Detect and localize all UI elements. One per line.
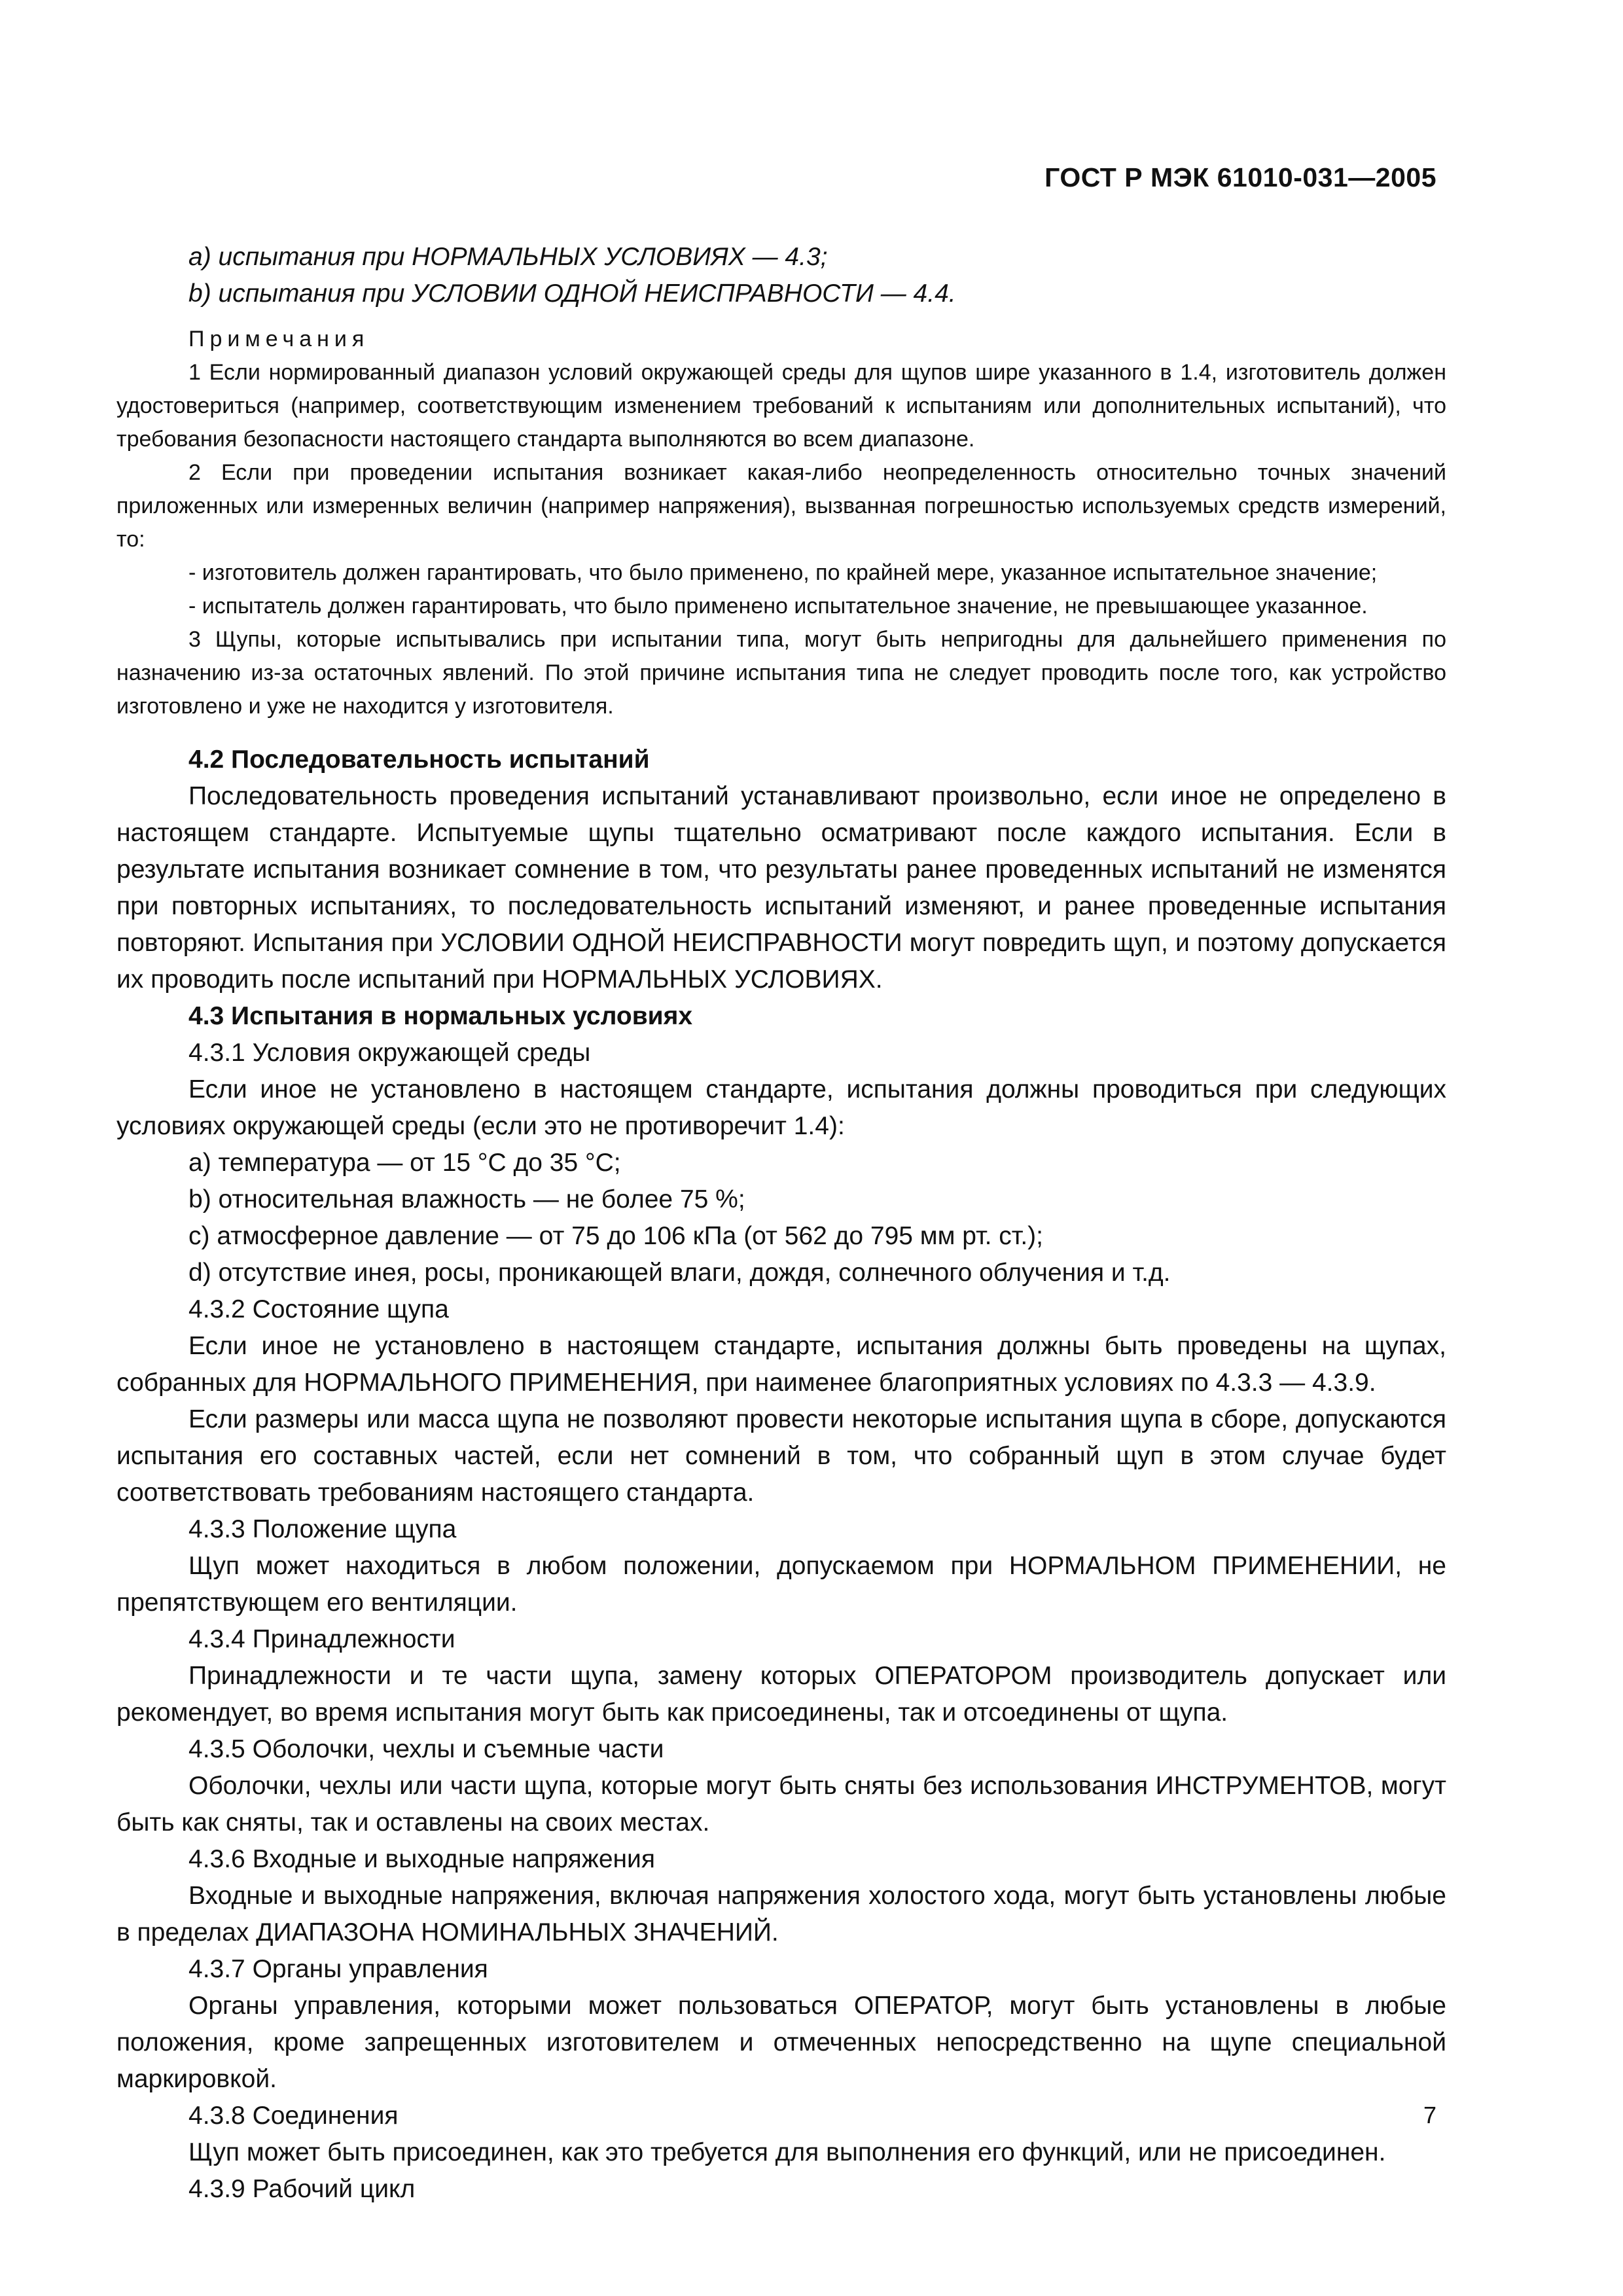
note-item: 2 Если при проведении испытания возникает какая-либо неопределенность относительно точных значений приложенных или измеренных величин (например напряжения), вызванная погрешностью используемых средств измерений, то: bbox=[116, 460, 1446, 552]
paragraph: Последовательность проведения испытаний устанавливают произвольно, если иное не определено в настоящем стандарте. Испытуемые щупы тщательно осматривают после каждого испытания. Если в результате испытания возникает сомнение в том, что результаты ранее проведенных испытаний не изменятся при повторных испытаниях, то последовательность испытаний изменяют, и ранее проведенные испытания повторяют. Испытания при УСЛОВИИ ОДНОЙ НЕИСПРАВНОСТИ могут повредить щуп, и поэтому допускается их проводить после испытаний при НОРМАЛЬНЫХ УСЛОВИЯХ. bbox=[116, 782, 1446, 994]
standard-header: ГОСТ Р МЭК 61010-031—2005 bbox=[1044, 162, 1436, 192]
paragraph: Входные и выходные напряжения, включая напряжения холостого хода, могут быть установлены любые в пределах ДИАПАЗОНА НОМИНАЛЬНЫХ ЗНАЧЕНИЙ. bbox=[116, 1882, 1446, 1946]
condition-item: c) атмосферное давление — от 75 до 106 кПа (от 562 до 795 мм рт. ст.); bbox=[188, 1222, 1044, 1250]
subsection-title: 4.3.1 Условия окружающей среды bbox=[188, 1039, 591, 1067]
note-item: - испытатель должен гарантировать, что было применено испытательное значение, не превышающее указанное. bbox=[188, 594, 1368, 619]
section-4-3 bbox=[116, 998, 1446, 2208]
paragraph: Если иное не установлено в настоящем стандарте, испытания должны проводиться при следующих условиях окружающей среды (если это не противоречит 1.4): bbox=[116, 1075, 1446, 1140]
section-4-2 bbox=[116, 742, 1446, 998]
subsection-title: 4.3.4 Принадлежности bbox=[188, 1625, 455, 1653]
paragraph: Если иное не установлено в настоящем стандарте, испытания должны быть проведены на щупах, собранных для НОРМАЛЬНОГО ПРИМЕНЕНИЯ, при наименее благоприятных условиях по 4.3.3 — 4.3.9. bbox=[116, 1332, 1446, 1397]
notes-title: Примечания bbox=[188, 327, 370, 351]
paragraph: Если размеры или масса щупа не позволяют провести некоторые испытания щупа в сборе, допускаются испытания его составных частей, если нет сомнений в том, что собранный щуп в этом случае будет соответствовать требованиям настоящего стандарта. bbox=[116, 1405, 1446, 1507]
section-heading: 4.3 Испытания в нормальных условиях bbox=[188, 1002, 693, 1030]
condition-item: d) отсутствие инея, росы, проникающей влаги, дождя, солнечного облучения и т.д. bbox=[188, 1259, 1171, 1287]
note-item: 1 Если нормированный диапазон условий окружающей среды для щупов шире указанного в 1.4, изготовитель должен удостовериться (например, соответствующим изменением требований к испытаниям или дополнительных испытаний), что требования безопасности настоящего стандарта выполняются во всем диапазоне. bbox=[116, 360, 1446, 452]
paragraph: Органы управления, которыми может пользоваться ОПЕРАТОР, могут быть установлены в любые положения, кроме запрещенных изготовителем и отмеченных непосредственно на щупе специальной маркировкой. bbox=[116, 1992, 1446, 2093]
list-item: a) испытания при НОРМАЛЬНЫХ УСЛОВИЯХ — 4.3; bbox=[188, 243, 828, 271]
note-item: - изготовитель должен гарантировать, что было применено, по крайней мере, указанное испытательное значение; bbox=[188, 560, 1378, 585]
subsection-title: 4.3.8 Соединения bbox=[188, 2102, 399, 2130]
subsection-title: 4.3.5 Оболочки, чехлы и съемные части bbox=[188, 1735, 664, 1763]
paragraph: Оболочки, чехлы или части щупа, которые могут быть сняты без использования ИНСТРУМЕНТОВ, могут быть как сняты, так и оставлены на своих местах. bbox=[116, 1772, 1446, 1837]
condition-item: a) температура — от 15 °С до 35 °С; bbox=[188, 1149, 621, 1177]
list-item: b) испытания при УСЛОВИИ ОДНОЙ НЕИСПРАВНОСТИ — 4.4. bbox=[188, 279, 956, 308]
notes-block bbox=[116, 323, 1446, 723]
paragraph: Щуп может находиться в любом положении, допускаемом при НОРМАЛЬНОМ ПРИМЕНЕНИИ, не препятствующем его вентиляции. bbox=[116, 1552, 1446, 1617]
page-number: 7 bbox=[1423, 2102, 1436, 2128]
subsection-title: 4.3.2 Состояние щупа bbox=[188, 1295, 449, 1323]
subsection-title: 4.3.3 Положение щупа bbox=[188, 1515, 457, 1543]
subsection-title: 4.3.6 Входные и выходные напряжения bbox=[188, 1845, 655, 1873]
note-item: 3 Щупы, которые испытывались при испытании типа, могут быть непригодны для дальнейшего применения по назначению из-за остаточных явлений. По этой причине испытания типа не следует проводить после того, как устройство изготовлено и уже не находится у изготовителя. bbox=[116, 627, 1446, 719]
test-types-list bbox=[116, 239, 1446, 312]
subsection-title: 4.3.9 Рабочий цикл bbox=[188, 2175, 416, 2203]
section-heading: 4.2 Последовательность испытаний bbox=[188, 745, 650, 774]
paragraph: Принадлежности и те части щупа, замену которых ОПЕРАТОРОМ производитель допускает или рекомендует, во время испытания могут быть как присоединены, так и отсоединены от щупа. bbox=[116, 1662, 1446, 1727]
subsection-title: 4.3.7 Органы управления bbox=[188, 1955, 488, 1983]
paragraph: Щуп может быть присоединен, как это требуется для выполнения его функций, или не присоединен. bbox=[188, 2138, 1386, 2166]
page-content bbox=[116, 239, 1446, 2208]
condition-item: b) относительная влажность — не более 75 %; bbox=[188, 1185, 745, 1213]
